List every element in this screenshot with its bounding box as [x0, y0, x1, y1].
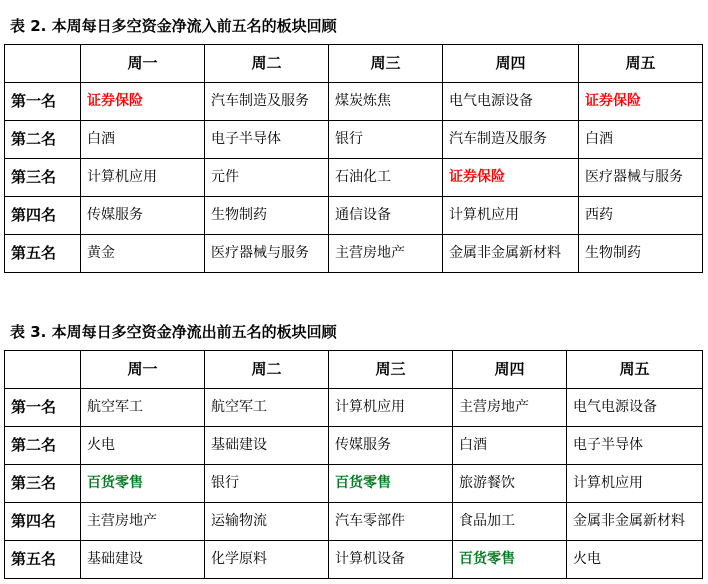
table-row: [5, 197, 703, 235]
sector-cell: [205, 503, 329, 541]
table-row: [5, 541, 703, 579]
sector-cell: [205, 465, 329, 503]
day-header: 周四: [453, 351, 567, 389]
sector-name: 银行: [335, 131, 363, 147]
rank-label: 第二名: [5, 427, 81, 465]
day-header: 周二: [205, 45, 329, 83]
sector-name: 证券保险: [449, 169, 505, 185]
sector-cell: [81, 83, 205, 121]
sector-cell: [579, 235, 703, 273]
sector-cell: [329, 83, 443, 121]
sector-name: 煤炭炼焦: [335, 93, 391, 109]
sector-name: 计算机设备: [335, 551, 405, 567]
sector-cell: [579, 121, 703, 159]
sector-name: 百货零售: [335, 475, 391, 491]
table-row: [5, 427, 703, 465]
sector-cell: [579, 83, 703, 121]
sector-name: 石油化工: [335, 169, 391, 185]
sector-cell: [329, 541, 453, 579]
sector-cell: [329, 465, 453, 503]
sector-name: 白酒: [459, 437, 487, 453]
sector-cell: [81, 503, 205, 541]
sector-cell: [81, 541, 205, 579]
table-row: [5, 83, 703, 121]
sector-name: 医疗器械与服务: [211, 245, 309, 261]
sector-name: 计算机应用: [449, 207, 519, 223]
table-row: [5, 235, 703, 273]
sector-name: 医疗器械与服务: [585, 169, 683, 185]
sector-cell: [329, 159, 443, 197]
table3-outflow-top5: [4, 350, 703, 579]
sector-cell: [443, 121, 579, 159]
sector-cell: [453, 503, 567, 541]
sector-cell: [81, 389, 205, 427]
rank-label: 第二名: [5, 121, 81, 159]
sector-cell: [453, 427, 567, 465]
sector-name: 百货零售: [459, 551, 515, 567]
sector-name: 西药: [585, 207, 613, 223]
sector-name: 主营房地产: [459, 399, 529, 415]
sector-name: 航空军工: [211, 399, 267, 415]
sector-name: 计算机应用: [573, 475, 643, 491]
table2-caption: 表 2. 本周每日多空资金净流入前五名的板块回顾: [10, 17, 337, 35]
sector-name: 元件: [211, 169, 239, 185]
sector-name: 电气电源设备: [449, 93, 533, 109]
rank-label: 第一名: [5, 83, 81, 121]
sector-cell: [329, 389, 453, 427]
sector-name: 计算机应用: [335, 399, 405, 415]
sector-name: 电子半导体: [573, 437, 643, 453]
sector-cell: [205, 389, 329, 427]
sector-name: 银行: [211, 475, 239, 491]
sector-name: 旅游餐饮: [459, 475, 515, 491]
sector-name: 电气电源设备: [573, 399, 657, 415]
day-header: 周五: [567, 351, 703, 389]
sector-cell: [205, 83, 329, 121]
sector-cell: [81, 159, 205, 197]
sector-cell: [443, 197, 579, 235]
rank-label: 第一名: [5, 389, 81, 427]
sector-cell: [443, 83, 579, 121]
sector-cell: [205, 197, 329, 235]
header-row: [5, 351, 703, 389]
sector-cell: [453, 541, 567, 579]
sector-cell: [81, 465, 205, 503]
sector-name: 计算机应用: [87, 169, 157, 185]
sector-name: 白酒: [585, 131, 613, 147]
sector-cell: [567, 465, 703, 503]
sector-name: 黄金: [87, 245, 115, 261]
sector-cell: [567, 427, 703, 465]
sector-cell: [205, 235, 329, 273]
sector-name: 火电: [573, 551, 601, 567]
sector-name: 主营房地产: [335, 245, 405, 261]
sector-cell: [81, 235, 205, 273]
sector-name: 火电: [87, 437, 115, 453]
sector-name: 主营房地产: [87, 513, 157, 529]
sector-name: 汽车零部件: [335, 513, 405, 529]
day-header: 周三: [329, 351, 453, 389]
table-row: [5, 159, 703, 197]
sector-name: 运输物流: [211, 513, 267, 529]
sector-cell: [453, 465, 567, 503]
sector-cell: [329, 427, 453, 465]
sector-name: 电子半导体: [211, 131, 281, 147]
sector-name: 证券保险: [585, 93, 641, 109]
sector-name: 白酒: [87, 131, 115, 147]
table-row: [5, 465, 703, 503]
sector-name: 生物制药: [585, 245, 641, 261]
corner-cell: [5, 351, 81, 389]
rank-label: 第四名: [5, 503, 81, 541]
day-header: 周五: [579, 45, 703, 83]
corner-cell: [5, 45, 81, 83]
sector-name: 金属非金属新材料: [449, 245, 561, 261]
table3-caption: 表 3. 本周每日多空资金净流出前五名的板块回顾: [10, 323, 337, 341]
sector-cell: [579, 197, 703, 235]
sector-name: 百货零售: [87, 475, 143, 491]
rank-label: 第五名: [5, 235, 81, 273]
rank-label: 第三名: [5, 465, 81, 503]
table-row: [5, 121, 703, 159]
rank-label: 第四名: [5, 197, 81, 235]
table2-inflow-top5: [4, 44, 703, 273]
sector-cell: [205, 427, 329, 465]
sector-cell: [567, 503, 703, 541]
sector-cell: [81, 197, 205, 235]
sector-name: 航空军工: [87, 399, 143, 415]
day-header: 周二: [205, 351, 329, 389]
sector-cell: [329, 235, 443, 273]
sector-cell: [579, 159, 703, 197]
sector-name: 汽车制造及服务: [211, 93, 309, 109]
sector-name: 证券保险: [87, 93, 143, 109]
sector-cell: [443, 159, 579, 197]
sector-cell: [205, 541, 329, 579]
sector-cell: [567, 541, 703, 579]
sector-cell: [453, 389, 567, 427]
sector-name: 基础建设: [211, 437, 267, 453]
sector-cell: [205, 159, 329, 197]
rank-label: 第五名: [5, 541, 81, 579]
sector-name: 汽车制造及服务: [449, 131, 547, 147]
sector-cell: [205, 121, 329, 159]
sector-name: 食品加工: [459, 513, 515, 529]
sector-name: 传媒服务: [87, 207, 143, 223]
sector-name: 生物制药: [211, 207, 267, 223]
table-row: [5, 389, 703, 427]
sector-cell: [567, 389, 703, 427]
header-row: [5, 45, 703, 83]
sector-cell: [81, 121, 205, 159]
sector-name: 金属非金属新材料: [573, 513, 685, 529]
sector-name: 化学原料: [211, 551, 267, 567]
day-header: 周三: [329, 45, 443, 83]
sector-cell: [329, 197, 443, 235]
day-header: 周一: [81, 351, 205, 389]
sector-cell: [443, 235, 579, 273]
sector-name: 基础建设: [87, 551, 143, 567]
sector-cell: [81, 427, 205, 465]
sector-name: 传媒服务: [335, 437, 391, 453]
table-row: [5, 503, 703, 541]
sector-cell: [329, 503, 453, 541]
day-header: 周四: [443, 45, 579, 83]
sector-name: 通信设备: [335, 207, 391, 223]
sector-cell: [329, 121, 443, 159]
day-header: 周一: [81, 45, 205, 83]
rank-label: 第三名: [5, 159, 81, 197]
